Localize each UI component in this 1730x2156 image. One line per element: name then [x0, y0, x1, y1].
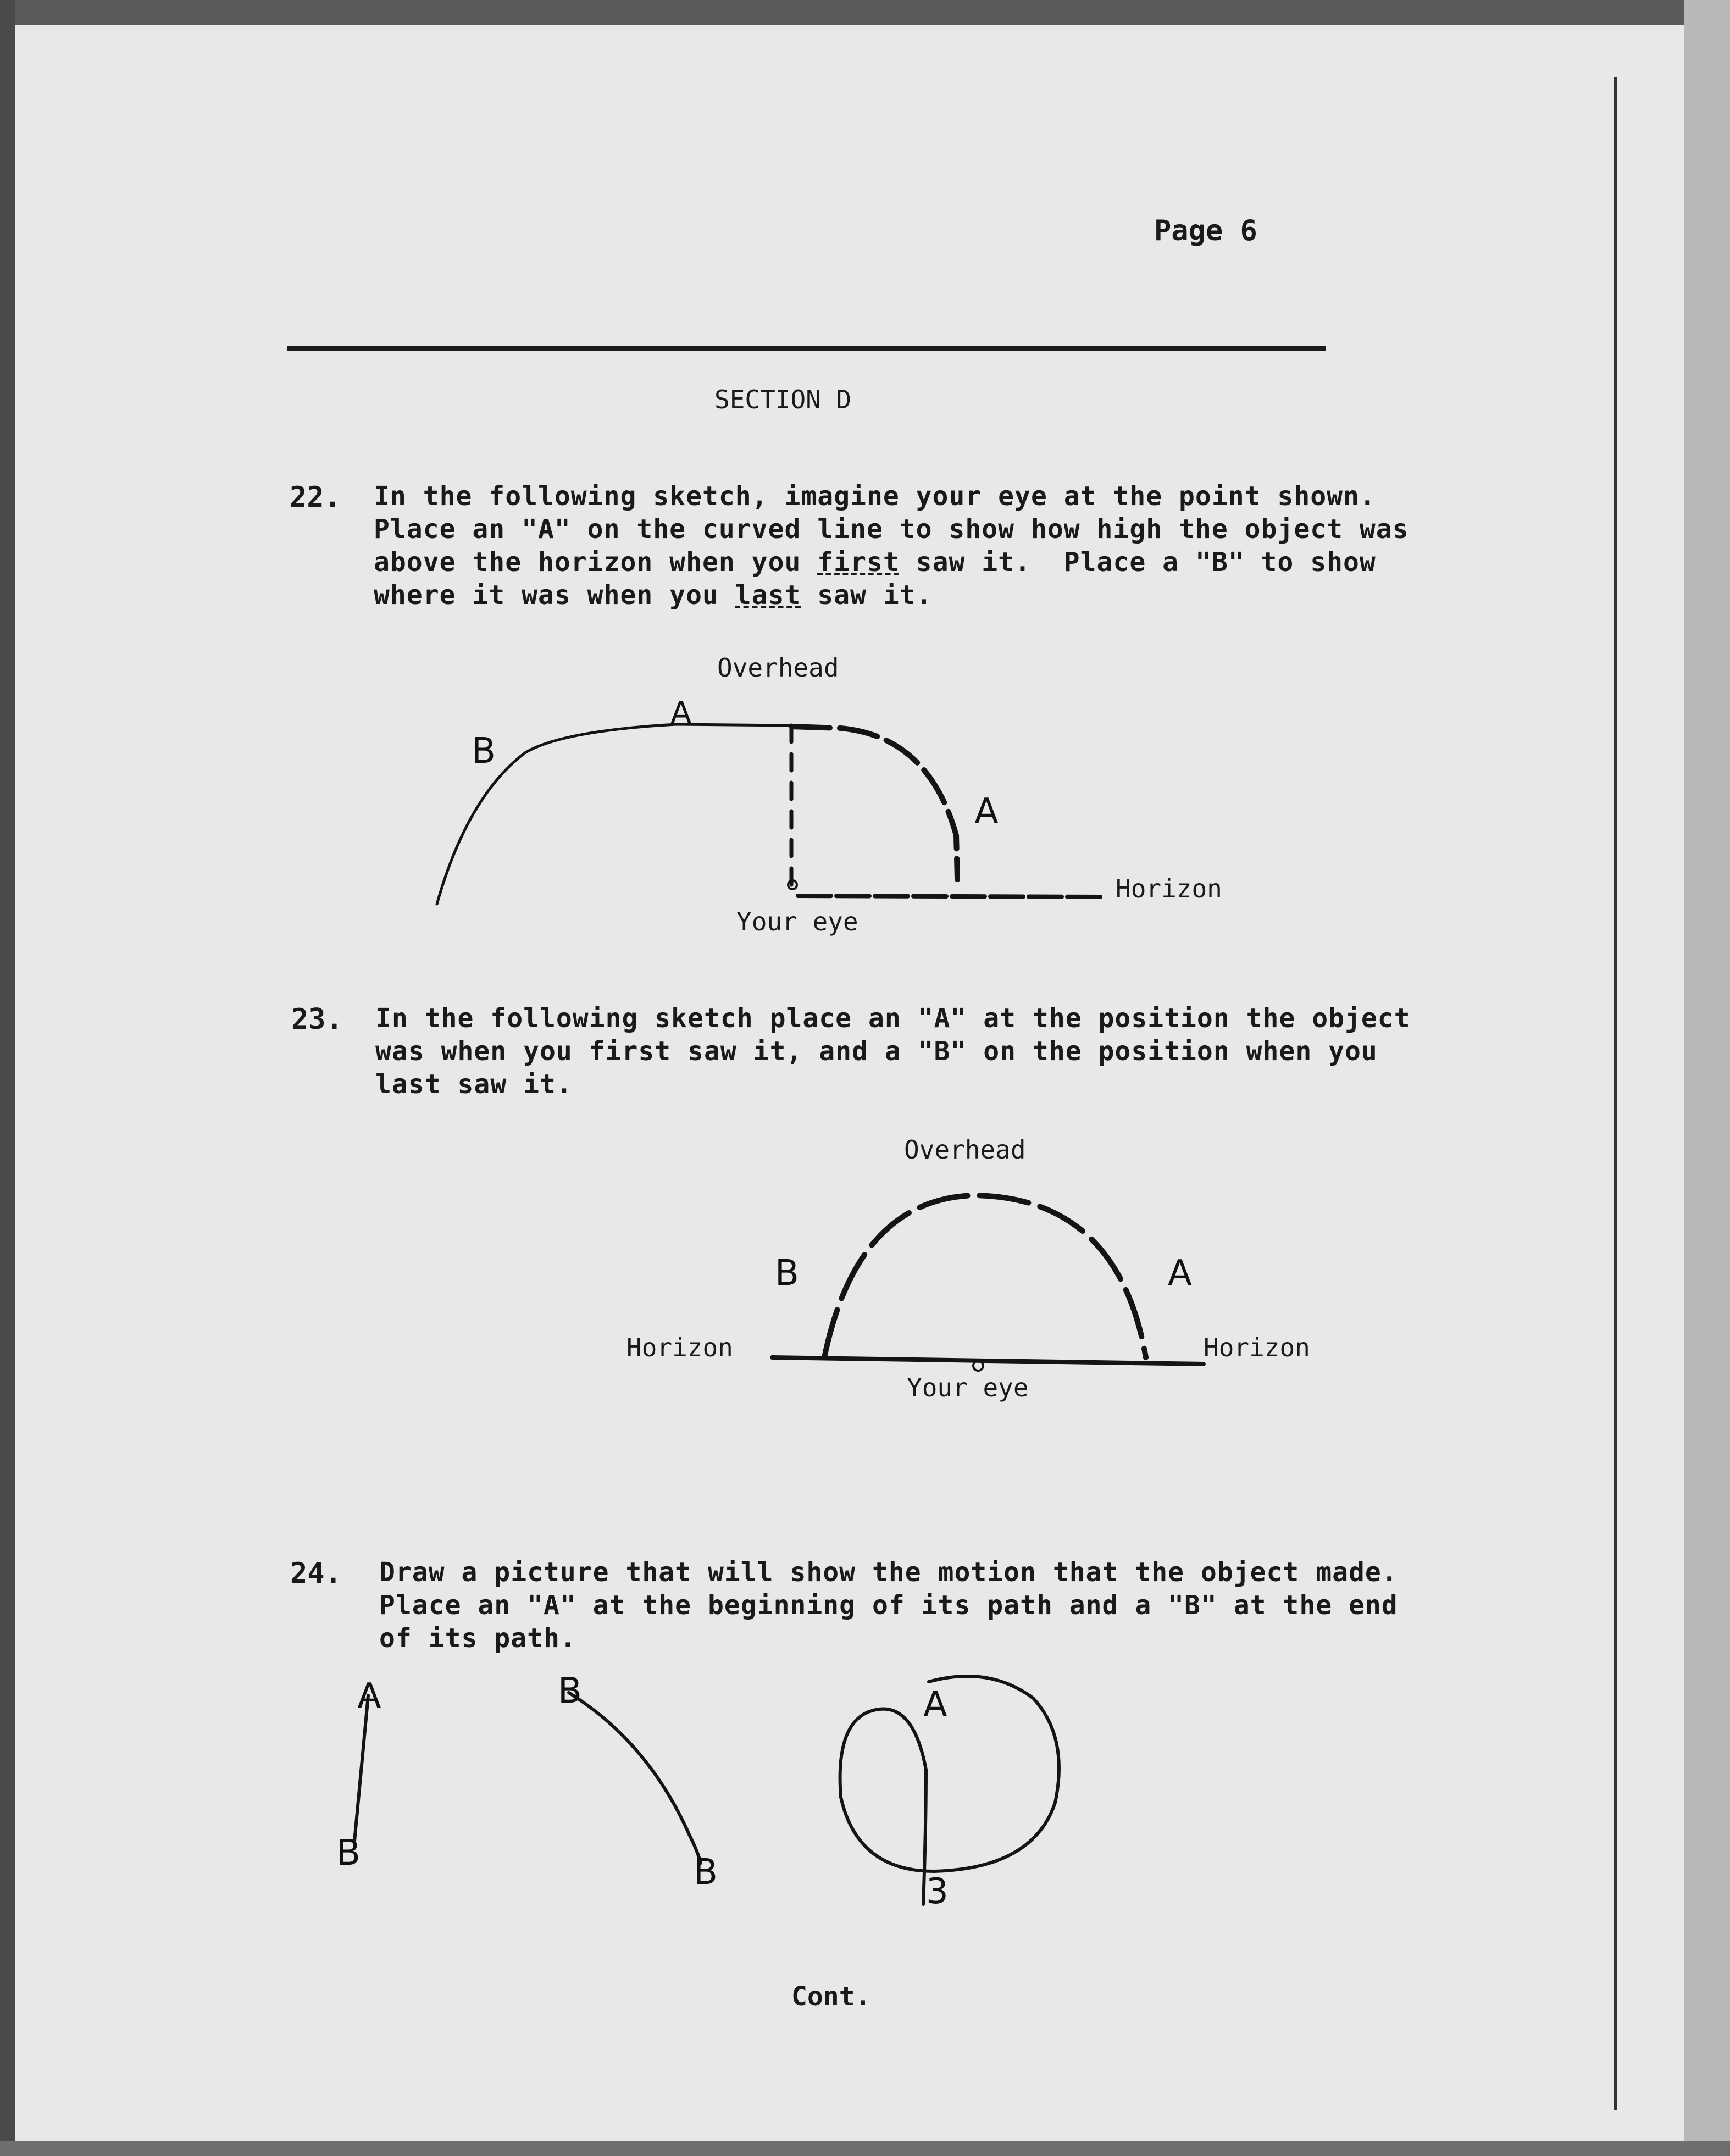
- q22-mark-a-upper: A: [670, 695, 692, 731]
- q24-drawing2-mark-end: B: [694, 1852, 718, 1893]
- q24-drawing1-path: [354, 1695, 368, 1841]
- q22-printed-arc: [791, 727, 957, 879]
- q22-line-4a: where it was when you: [374, 580, 735, 611]
- q22-horizon-line: [798, 896, 1105, 897]
- q22-last-word: last: [735, 580, 801, 611]
- q24-line-3: of its path.: [379, 1623, 576, 1654]
- q23-line-1: In the following sketch place an "A" at the position the object: [375, 1003, 1411, 1034]
- q22-mark-a-right: A: [974, 791, 999, 832]
- q24-line-1: Draw a picture that will show the motion that the object made.: [379, 1557, 1398, 1588]
- q22-number: 22.: [290, 481, 341, 514]
- q23-mark-a: A: [1168, 1253, 1192, 1294]
- q24-drawing3-mark-a: A: [923, 1684, 947, 1725]
- q23-line-3: last saw it.: [375, 1069, 573, 1100]
- q22-line-1: In the following sketch, imagine your eye at the point shown.: [374, 481, 1376, 512]
- section-title: SECTION D: [714, 385, 852, 414]
- q22-drawn-path: [437, 724, 791, 904]
- page-number: Page 6: [1154, 214, 1257, 247]
- q23-line-2: was when you first saw it, and a "B" on the position when you: [375, 1036, 1378, 1067]
- q24-drawing2-path: [569, 1693, 701, 1863]
- continued-note: Cont.: [791, 1981, 871, 2012]
- q22-mark-b: B: [472, 731, 496, 772]
- q24-drawing1-mark-a: A: [357, 1676, 381, 1717]
- q24-drawing1-mark-b: B: [336, 1833, 361, 1874]
- q24-drawing3-loop: [840, 1676, 1059, 1904]
- q24-drawing3-mark-b: 3: [926, 1871, 949, 1912]
- q22-line-2: Place an "A" on the curved line to show how high the object was: [374, 514, 1409, 545]
- q22-first-word: first: [817, 547, 900, 578]
- q22-overhead-label: Overhead: [717, 653, 839, 683]
- q24-line-2: Place an "A" at the beginning of its path and a "B" at the end: [379, 1590, 1398, 1621]
- q22-horizon-label: Horizon: [1116, 874, 1222, 904]
- q24-drawing2-mark-b: B: [558, 1671, 582, 1711]
- q23-horizon-line: [772, 1357, 1204, 1364]
- q23-mark-b: B: [775, 1253, 799, 1294]
- q22-line-4c: saw it.: [801, 580, 933, 611]
- q22-line-3a: above the horizon when you: [374, 547, 818, 578]
- q22-line-3c: saw it. Place a "B" to show: [899, 547, 1376, 578]
- q22-eye-label: Your eye: [736, 907, 858, 936]
- q23-eye-label: Your eye: [907, 1373, 1029, 1403]
- q24-number: 24.: [290, 1557, 342, 1590]
- q23-number: 23.: [291, 1003, 343, 1036]
- q23-horizon-left-label: Horizon: [626, 1333, 733, 1362]
- q23-overhead-label: Overhead: [904, 1135, 1026, 1165]
- q23-horizon-right-label: Horizon: [1204, 1333, 1310, 1362]
- q23-printed-arc: [824, 1195, 1146, 1357]
